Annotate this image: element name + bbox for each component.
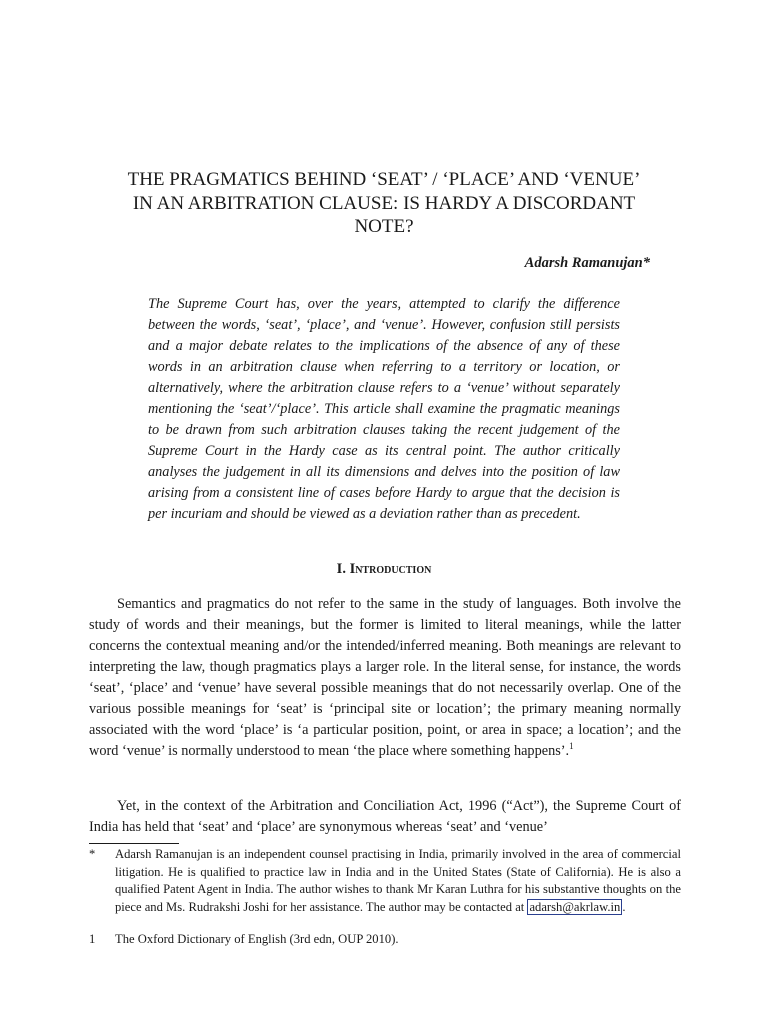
section-heading: I. Introduction xyxy=(336,561,432,577)
body-paragraph-1 xyxy=(89,594,681,762)
email-link[interactable]: adarsh@akrlaw.in xyxy=(529,899,621,914)
footnote-1 xyxy=(89,846,681,916)
footnote-text: The Oxford Dictionary of English (3rd edn, OUP 2010). xyxy=(115,932,399,946)
article-title: THE PRAGMATICS BEHIND ‘SEAT’ / ‘PLACE’ AND ‘VENUE’ IN AN ARBITRATION CLAUSE: IS HARDY A DISCORDANT NOTE? xyxy=(127,169,641,237)
body-paragraph-2 xyxy=(89,796,681,838)
footnote-divider xyxy=(89,843,179,844)
footnote-2 xyxy=(89,931,681,949)
footnote-ref[interactable]: 1 xyxy=(569,741,574,751)
paragraph-1-text: Semantics and pragmatics do not refer to the same in the study of languages. Both involve the study of words and their meanings, but the former is limited to literal meanings, while the latter concerns the contextual meaning and/or the intended/inferred meaning. Both meanings are relevant to interpreting the law, though pragmatics plays a larger role. In the literal sense, for instance, the words ‘seat’, ‘place’ and ‘venue’ have several possible meanings that do not necessarily overlap. One of the various possible meanings for ‘seat’ is ‘principal site or location’; the primary meaning normally associated with the word ‘place’ is ‘a particular position, point, or area in space; a location’; and the word ‘venue’ is normally understood to mean ‘the place where something happens’. xyxy=(89,596,681,759)
paragraph-2-text: Yet, in the context of the Arbitration and Conciliation Act, 1996 (“Act”), the Supreme Court of India has held that ‘seat’ and ‘place’ are synonymous whereas ‘seat’ and ‘venue’ xyxy=(89,798,681,835)
abstract: The Supreme Court has, over the years, attempted to clarify the difference between the words, ‘seat’, ‘place’, and ‘venue’. However, confusion still persists and a major debate relates to the implications of the absence of any of these words in an arbitration clause when referring to a territory or location, or alternatively, where the arbitration clause refers to a ‘venue’ without separately mentioning the ‘seat’/‘place’. This article shall examine the pragmatic meanings to be drawn from such arbitration clauses taking the recent judgement of the Supreme Court in the Hardy case as its central point. The author critically analyses the judgement in all its dimensions and delves into the position of law arising from a consistent line of cases before Hardy to argue that the decision is per incuriam and should be viewed as a deviation rather than as precedent. xyxy=(148,296,620,522)
footnote-text: Adarsh Ramanujan is an independent counsel practising in India, primarily involved in the area of commercial litigation. He is qualified to practice law in India and in the United States (State of California). He is also a qualified Patent Agent in India. The author wishes to thank Mr Karan Luthra for his substantive thoughts on the piece and Ms. Rudrakshi Joshi for her assistance. The author may be contacted at xyxy=(115,847,681,914)
footnote-mark: 1 xyxy=(89,932,96,946)
author-name: Adarsh Ramanujan* xyxy=(524,255,650,271)
footnote-mark: * xyxy=(89,847,96,861)
footnote-period: . xyxy=(622,899,626,914)
